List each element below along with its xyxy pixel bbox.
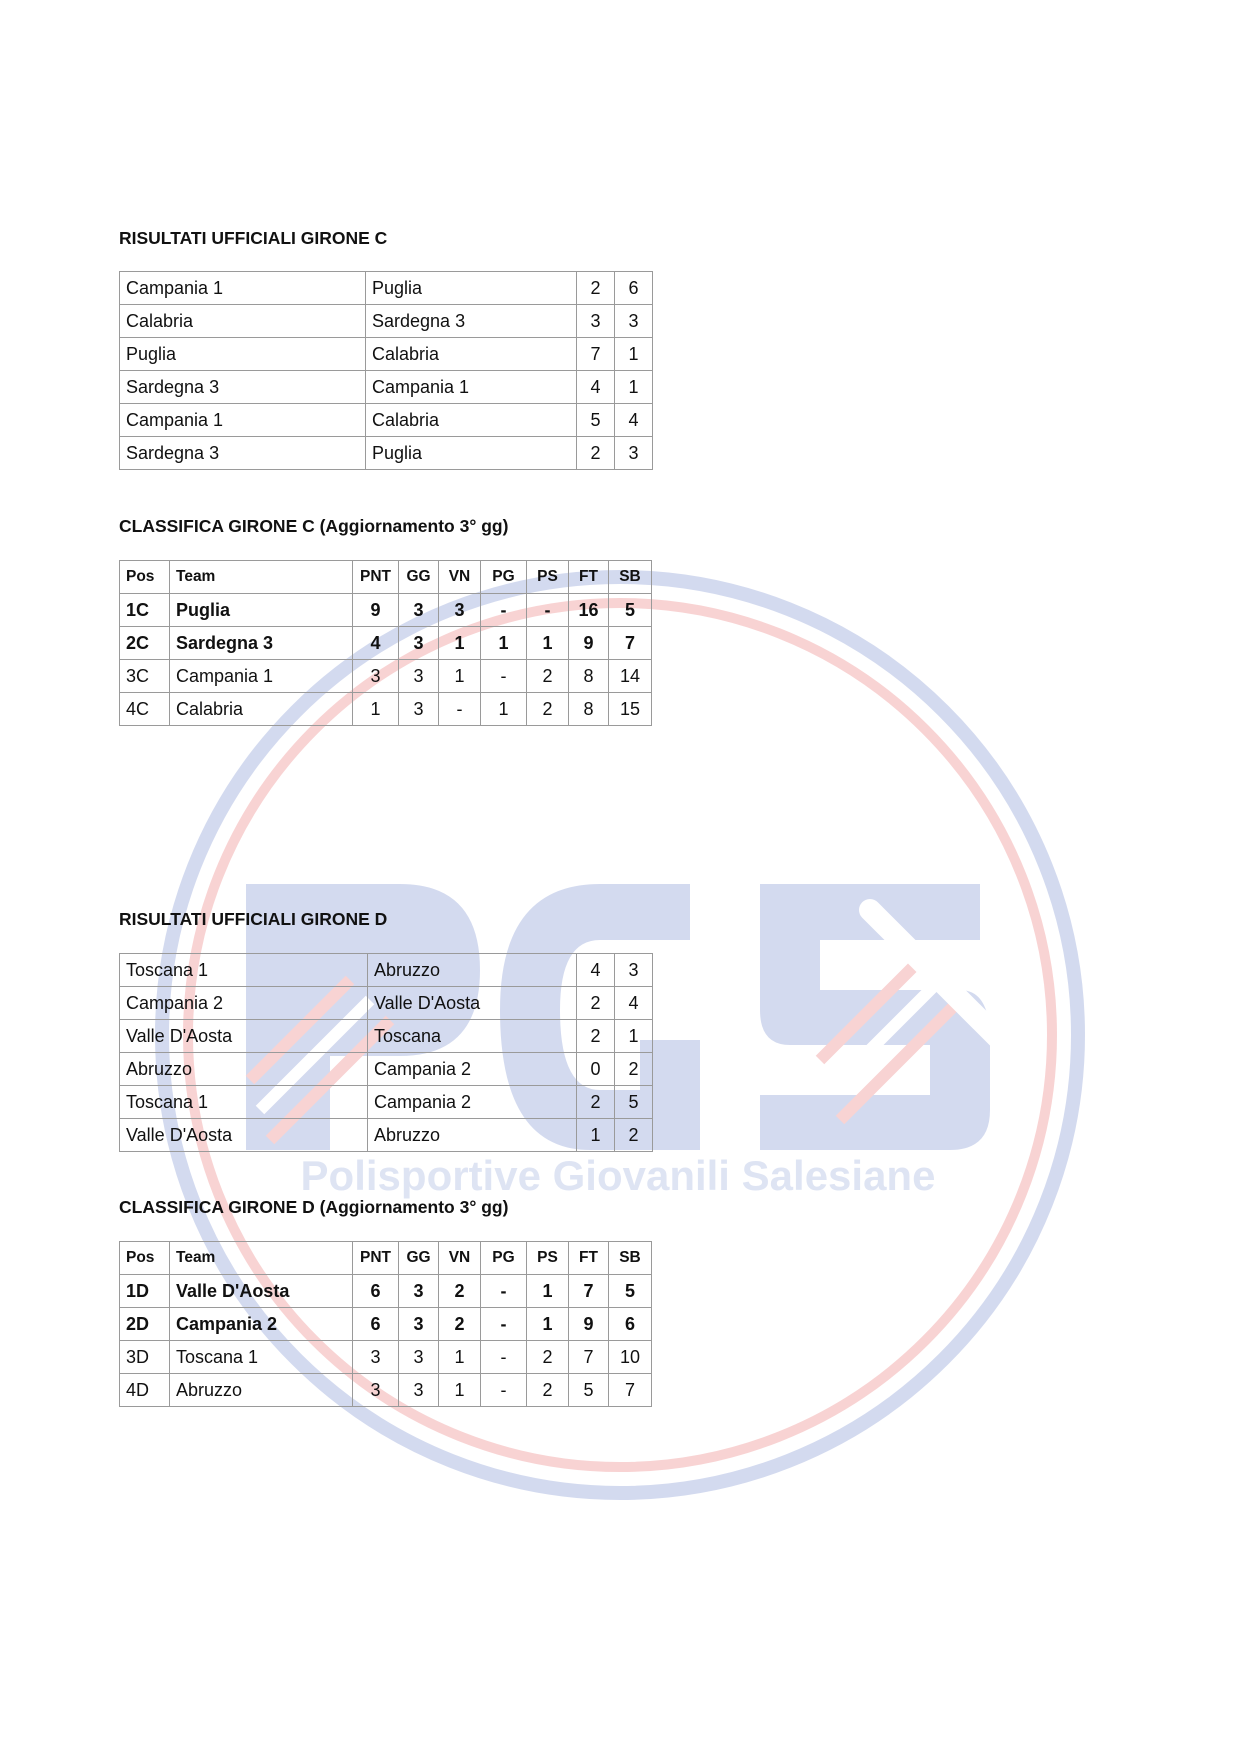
away-score: 3	[615, 305, 653, 338]
cell-sb: 7	[609, 627, 652, 660]
home-score: 1	[577, 1119, 615, 1152]
home-team: Toscana 1	[120, 1086, 368, 1119]
cell-ps: 1	[527, 1275, 569, 1308]
home-score: 7	[577, 338, 615, 371]
away-score: 3	[615, 954, 653, 987]
away-score: 1	[615, 371, 653, 404]
cell-vn: -	[439, 693, 481, 726]
home-team: Valle D'Aosta	[120, 1020, 368, 1053]
away-score: 1	[615, 338, 653, 371]
cell-pnt: 3	[353, 1341, 399, 1374]
column-header: FT	[569, 1242, 609, 1275]
away-team: Abruzzo	[368, 1119, 577, 1152]
cell-sb: 10	[609, 1341, 652, 1374]
cell-sb: 14	[609, 660, 652, 693]
cell-pg: -	[481, 1374, 527, 1407]
result-row	[120, 305, 653, 338]
result-row	[120, 404, 653, 437]
cell-pos: 1D	[120, 1275, 170, 1308]
cell-pos: 2C	[120, 627, 170, 660]
cell-gg: 3	[399, 693, 439, 726]
column-header: Team	[170, 1242, 353, 1275]
cell-team: Calabria	[170, 693, 353, 726]
cell-team: Abruzzo	[170, 1374, 353, 1407]
away-score: 6	[615, 272, 653, 305]
cell-ft: 9	[569, 627, 609, 660]
cell-pos: 3C	[120, 660, 170, 693]
away-team: Abruzzo	[368, 954, 577, 987]
cell-pos: 4C	[120, 693, 170, 726]
away-team: Campania 2	[368, 1053, 577, 1086]
cell-gg: 3	[399, 660, 439, 693]
away-team: Toscana	[368, 1020, 577, 1053]
cell-sb: 15	[609, 693, 652, 726]
home-score: 2	[577, 1020, 615, 1053]
away-team: Calabria	[366, 404, 577, 437]
cell-gg: 3	[399, 594, 439, 627]
home-team: Toscana 1	[120, 954, 368, 987]
standings-row	[120, 594, 652, 627]
home-team: Calabria	[120, 305, 366, 338]
cell-pnt: 4	[353, 627, 399, 660]
cell-pnt: 3	[353, 1374, 399, 1407]
cell-team: Toscana 1	[170, 1341, 353, 1374]
away-score: 4	[615, 987, 653, 1020]
cell-gg: 3	[399, 1308, 439, 1341]
away-team: Calabria	[366, 338, 577, 371]
away-team: Valle D'Aosta	[368, 987, 577, 1020]
away-team: Puglia	[366, 272, 577, 305]
home-team: Puglia	[120, 338, 366, 371]
column-header: PS	[527, 561, 569, 594]
standings-row	[120, 1275, 652, 1308]
result-row	[120, 371, 653, 404]
cell-ps: 1	[527, 627, 569, 660]
cell-pnt: 9	[353, 594, 399, 627]
home-team: Valle D'Aosta	[120, 1119, 368, 1152]
standings-title-girone-c: CLASSIFICA GIRONE C (Aggiornamento 3° gg)	[119, 516, 509, 536]
result-row	[120, 954, 653, 987]
cell-pg: -	[481, 1308, 527, 1341]
cell-vn: 1	[439, 1341, 481, 1374]
home-team: Sardegna 3	[120, 371, 366, 404]
cell-ft: 8	[569, 660, 609, 693]
result-row	[120, 1119, 653, 1152]
home-team: Campania 1	[120, 404, 366, 437]
column-header: Pos	[120, 1242, 170, 1275]
home-score: 2	[577, 1086, 615, 1119]
cell-sb: 7	[609, 1374, 652, 1407]
cell-pnt: 1	[353, 693, 399, 726]
cell-pnt: 6	[353, 1275, 399, 1308]
cell-ft: 5	[569, 1374, 609, 1407]
standings-row	[120, 1341, 652, 1374]
result-row	[120, 987, 653, 1020]
result-row	[120, 338, 653, 371]
cell-team: Campania 2	[170, 1308, 353, 1341]
cell-ps: 2	[527, 1374, 569, 1407]
cell-ft: 9	[569, 1308, 609, 1341]
cell-vn: 2	[439, 1308, 481, 1341]
column-header: SB	[609, 1242, 652, 1275]
result-row	[120, 1053, 653, 1086]
home-team: Abruzzo	[120, 1053, 368, 1086]
cell-team: Puglia	[170, 594, 353, 627]
home-score: 2	[577, 437, 615, 470]
cell-ft: 7	[569, 1341, 609, 1374]
cell-gg: 3	[399, 1275, 439, 1308]
standings-row	[120, 693, 652, 726]
standings-row	[120, 627, 652, 660]
home-score: 5	[577, 404, 615, 437]
cell-pg: 1	[481, 627, 527, 660]
cell-pg: -	[481, 594, 527, 627]
results-title-girone-d: RISULTATI UFFICIALI GIRONE D	[119, 909, 388, 929]
cell-pg: -	[481, 1275, 527, 1308]
cell-vn: 2	[439, 1275, 481, 1308]
standings-table-girone-d	[119, 1241, 652, 1407]
standings-row	[120, 1308, 652, 1341]
cell-pos: 1C	[120, 594, 170, 627]
cell-ft: 8	[569, 693, 609, 726]
home-score: 3	[577, 305, 615, 338]
cell-pos: 3D	[120, 1341, 170, 1374]
column-header: PNT	[353, 1242, 399, 1275]
column-header: VN	[439, 561, 481, 594]
standings-title-girone-d: CLASSIFICA GIRONE D (Aggiornamento 3° gg)	[119, 1197, 509, 1217]
result-row	[120, 272, 653, 305]
cell-gg: 3	[399, 1341, 439, 1374]
cell-pos: 2D	[120, 1308, 170, 1341]
cell-pg: -	[481, 1341, 527, 1374]
cell-ps: 2	[527, 693, 569, 726]
cell-team: Campania 1	[170, 660, 353, 693]
cell-vn: 1	[439, 1374, 481, 1407]
cell-ft: 7	[569, 1275, 609, 1308]
column-header: GG	[399, 1242, 439, 1275]
home-score: 4	[577, 954, 615, 987]
column-header: PG	[481, 1242, 527, 1275]
cell-pg: -	[481, 660, 527, 693]
results-table-girone-d	[119, 953, 653, 1152]
column-header: PS	[527, 1242, 569, 1275]
away-team: Campania 2	[368, 1086, 577, 1119]
results-table-girone-c	[119, 271, 653, 470]
cell-pg: 1	[481, 693, 527, 726]
cell-gg: 3	[399, 627, 439, 660]
watermark-org-name: Polisportive Giovanili Salesiane	[300, 1152, 936, 1199]
cell-team: Valle D'Aosta	[170, 1275, 353, 1308]
cell-pnt: 3	[353, 660, 399, 693]
cell-gg: 3	[399, 1374, 439, 1407]
away-score: 5	[615, 1086, 653, 1119]
cell-sb: 6	[609, 1308, 652, 1341]
result-row	[120, 1086, 653, 1119]
standings-table-girone-c	[119, 560, 652, 726]
cell-team: Sardegna 3	[170, 627, 353, 660]
cell-sb: 5	[609, 1275, 652, 1308]
cell-pnt: 6	[353, 1308, 399, 1341]
column-header: Pos	[120, 561, 170, 594]
home-team: Sardegna 3	[120, 437, 366, 470]
cell-ft: 16	[569, 594, 609, 627]
away-score: 3	[615, 437, 653, 470]
away-team: Puglia	[366, 437, 577, 470]
cell-pos: 4D	[120, 1374, 170, 1407]
column-header: PG	[481, 561, 527, 594]
away-team: Campania 1	[366, 371, 577, 404]
home-score: 2	[577, 987, 615, 1020]
home-score: 2	[577, 272, 615, 305]
standings-row	[120, 1374, 652, 1407]
cell-vn: 3	[439, 594, 481, 627]
away-score: 4	[615, 404, 653, 437]
cell-vn: 1	[439, 660, 481, 693]
cell-ps: 1	[527, 1308, 569, 1341]
away-team: Sardegna 3	[366, 305, 577, 338]
home-score: 0	[577, 1053, 615, 1086]
cell-sb: 5	[609, 594, 652, 627]
column-header: Team	[170, 561, 353, 594]
cell-vn: 1	[439, 627, 481, 660]
column-header: FT	[569, 561, 609, 594]
away-score: 2	[615, 1053, 653, 1086]
result-row	[120, 1020, 653, 1053]
home-team: Campania 2	[120, 987, 368, 1020]
away-score: 1	[615, 1020, 653, 1053]
column-header: SB	[609, 561, 652, 594]
cell-ps: 2	[527, 660, 569, 693]
home-team: Campania 1	[120, 272, 366, 305]
standings-row	[120, 660, 652, 693]
result-row	[120, 437, 653, 470]
column-header: PNT	[353, 561, 399, 594]
cell-ps: -	[527, 594, 569, 627]
column-header: GG	[399, 561, 439, 594]
home-score: 4	[577, 371, 615, 404]
results-title-girone-c: RISULTATI UFFICIALI GIRONE C	[119, 228, 388, 248]
cell-ps: 2	[527, 1341, 569, 1374]
column-header: VN	[439, 1242, 481, 1275]
away-score: 2	[615, 1119, 653, 1152]
